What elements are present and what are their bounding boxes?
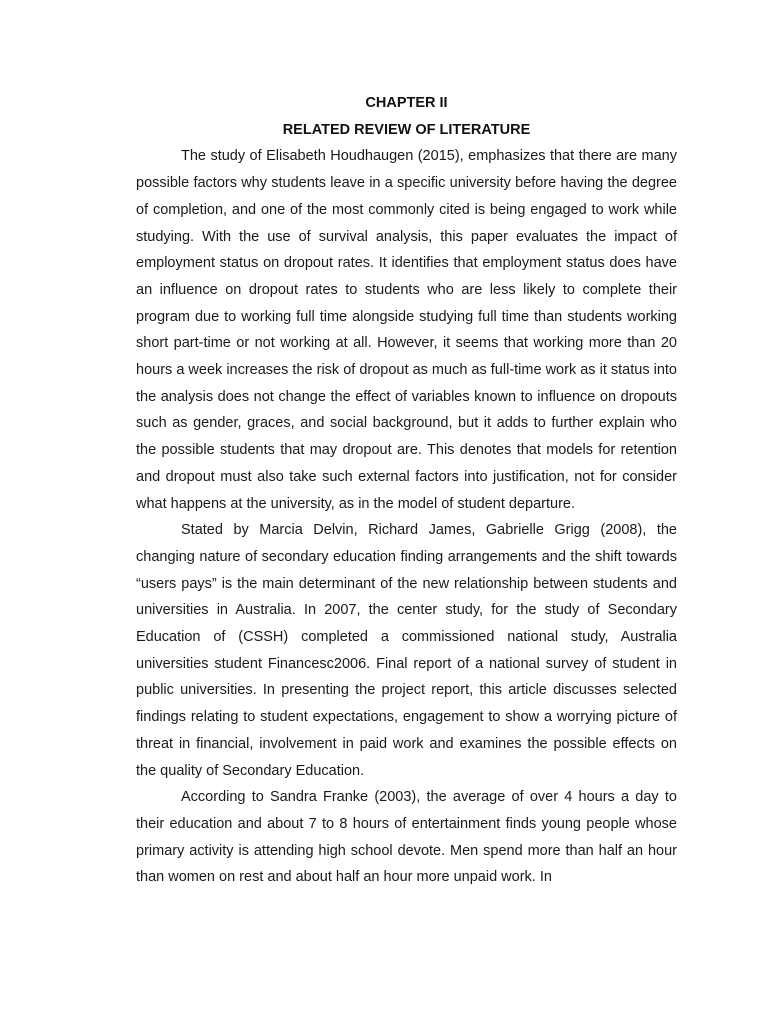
paragraph-delvin: Stated by Marcia Delvin, Richard James, Gabrielle Grigg (2008), the changing nature of secondary education finding arrangements and the shift towards “users pays” is the main determinant of the new relationship between students and universities in Australia. In 2007, the center study, for the study of Secondary Education of (CSSH) completed a commissioned national study, Australia universities student Financesc2006. Final report of a national survey of student in public universities. In presenting the project report, this article discusses selected findings relating to student expectations, engagement to show a worrying picture of threat in financial, involvement in paid work and examines the possible effects on the quality of Secondary Education. [136,522,677,779]
chapter-heading: CHAPTER II [365,95,448,111]
chapter-title: RELATED REVIEW OF LITERATURE [282,121,531,138]
paragraph-franke: According to Sandra Franke (2003), the average of over 4 hours a day to their education and about 7 to 8 hours of entertainment finds young people whose primary activity is attending high school devote. Men spend more than half an hour than women on rest and about half an hour more unpaid work. In [136,789,677,886]
paragraph-houdhaugen: The study of Elisabeth Houdhaugen (2015), emphasizes that there are many possible factors why students leave in a specific university before having the degree of completion, and one of the most commonly cited is being engaged to work while studying. With the use of survival analysis, this paper evaluates the impact of employment status on dropout rates. It identifies that employment status does have an influence on dropout rates to students who are less likely to complete their program due to working full time alongside studying full time than students working short part-time or not working at all. However, it seems that working more than 20 hours a week increases the risk of dropout as much as full-time work as it status into the analysis does not change the effect of variables known to influence on dropouts such as gender, graces, and social background, but it adds to further explain who the possible students that may dropout are. This denotes that models for retention and dropout must also take such external factors into justification, not for consider what happens at the university, as in the model of student departure. [136,148,677,512]
page-content [136,90,677,891]
